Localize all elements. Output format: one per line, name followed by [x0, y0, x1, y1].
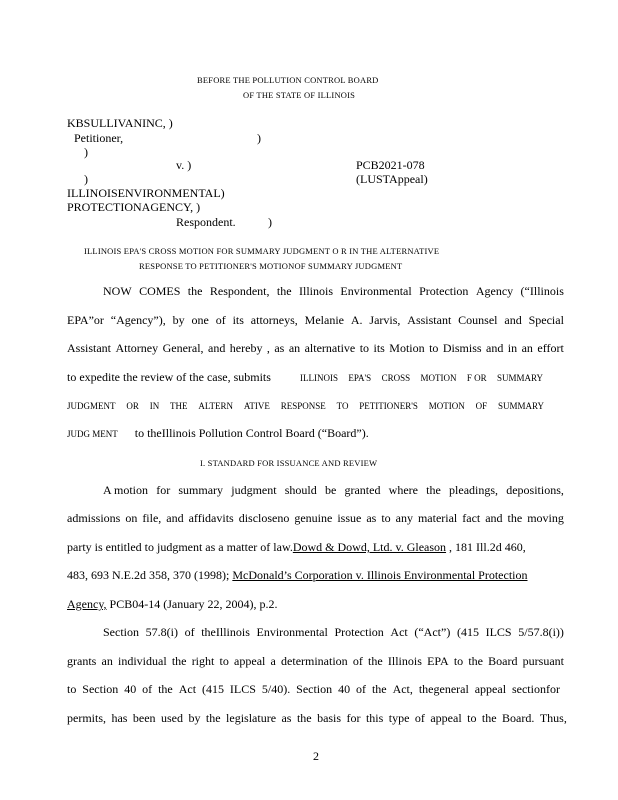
paragraph-2-line-1 — [103, 483, 564, 497]
word: (“Act”) — [414, 625, 451, 639]
caption-respondent-name-2: PROTECTIONAGENCY, ) — [67, 200, 201, 214]
word: Section — [82, 682, 119, 696]
word: MOTION — [420, 373, 457, 383]
word: to — [219, 654, 229, 668]
word: the — [158, 682, 173, 696]
word: the — [187, 284, 203, 298]
word: Agency — [475, 284, 514, 298]
word: by — [188, 711, 201, 725]
word: Dismiss — [442, 341, 482, 355]
paragraph-3-line-3 — [67, 682, 560, 696]
word: the — [276, 284, 292, 298]
word: alternative — [304, 341, 356, 355]
word: Board — [488, 654, 518, 668]
word: of — [215, 313, 226, 327]
caption-paren: ) — [257, 131, 261, 145]
word: the — [205, 711, 221, 725]
paragraph-2-line-3-text: party is entitled to judgment as a matter of law. — [67, 540, 293, 554]
word: Section — [296, 682, 333, 696]
word: one — [191, 313, 209, 327]
word: 57.8(i) — [145, 625, 178, 639]
word: ATIVE — [243, 401, 270, 411]
word: (“Illinois — [520, 284, 564, 298]
word: COMES — [139, 284, 181, 298]
word: Act — [390, 625, 408, 639]
word: Illinois — [298, 284, 333, 298]
word: an — [101, 654, 113, 668]
word: 5/40). — [261, 682, 291, 696]
paragraph-1-line-6-text: to theIllinois Pollution Control Board (“Board”). — [134, 426, 369, 440]
word: an — [288, 341, 301, 355]
word: as — [274, 341, 285, 355]
word: ILCS — [485, 625, 512, 639]
word: in — [507, 341, 518, 355]
word: Protection — [419, 284, 469, 298]
word: as — [366, 511, 377, 525]
word: Jarvis, — [369, 313, 401, 327]
word: A. — [350, 313, 363, 327]
paragraph-3-line-2 — [67, 654, 564, 668]
word: for — [156, 483, 171, 497]
word: moving — [527, 511, 564, 525]
word: by — [172, 313, 185, 327]
word: to — [67, 682, 77, 696]
word: Protection — [334, 625, 384, 639]
section-heading: I. STANDARD FOR ISSUANCE AND REVIEW — [200, 458, 378, 468]
word: the — [296, 711, 312, 725]
case-type: (LUSTAppeal) — [356, 172, 428, 186]
word: material — [417, 511, 458, 525]
word: Act, — [392, 682, 413, 696]
word: appeal — [474, 682, 507, 696]
word: the — [371, 682, 387, 696]
paragraph-2-line-5-text: PCB04-14 (January 22, 2004), p.2. — [106, 597, 278, 611]
word: Motion — [389, 341, 425, 355]
paragraph-1-line-3 — [67, 341, 564, 355]
word: EPA'S — [348, 373, 372, 383]
paragraph-2-line-3-rest: , 181 Ill.2d 460, — [446, 540, 526, 554]
word: F OR — [466, 373, 487, 383]
word: Act — [178, 682, 197, 696]
document-title-line-2: RESPONSE TO PETITIONER'S MOTIONOF SUMMARY JUDGMENT — [139, 261, 403, 271]
word: fact — [462, 511, 481, 525]
caption-respondent-label: Respondent. — [176, 215, 236, 229]
word: RESPONSE — [280, 401, 326, 411]
paragraph-2-line-5 — [67, 597, 278, 611]
word: NOW — [103, 284, 132, 298]
word: discloseno — [238, 511, 290, 525]
word: to — [381, 511, 391, 525]
paragraph-1-line-4-text: to expedite the review of the case, submits — [67, 370, 271, 384]
paragraph-2-line-3 — [67, 540, 564, 554]
word: Respondent, — [209, 284, 270, 298]
word: admissions — [67, 511, 121, 525]
word: judgment — [231, 483, 277, 497]
word: appeal — [430, 711, 462, 725]
word: affidavits — [188, 511, 234, 525]
paragraph-3-line-1 — [103, 625, 564, 639]
citation-mcdonalds-agency: Agency, — [67, 597, 107, 611]
word: type — [388, 711, 410, 725]
paragraph-1-line-1 — [103, 284, 564, 298]
word: its — [373, 341, 385, 355]
paragraph-1-line-4 — [67, 370, 271, 384]
heading-line-2: OF THE STATE OF ILLINOIS — [243, 90, 356, 100]
word: Environmental — [340, 284, 412, 298]
word: Board. — [502, 711, 535, 725]
paragraph-2-line-4 — [67, 568, 567, 582]
word: appeal — [234, 654, 266, 668]
word: Thus, — [539, 711, 567, 725]
word: of — [414, 711, 425, 725]
caption-petitioner-label: Petitioner, — [74, 131, 124, 145]
paragraph-1-line-6 — [67, 426, 369, 441]
word: pleadings, — [449, 483, 499, 497]
word: used — [161, 711, 184, 725]
word: the — [426, 483, 441, 497]
word: basis — [317, 711, 342, 725]
word: MOTION — [428, 401, 465, 411]
case-number: PCB2021-078 — [356, 158, 425, 172]
paragraph-1-line-4-caps — [300, 371, 543, 385]
word: effort — [537, 341, 564, 355]
citation-dowd: Dowd & Dowd, Ltd. v. Gleason — [292, 540, 447, 554]
word: a — [270, 654, 276, 668]
word: granted — [344, 483, 381, 497]
caption-paren: ) — [268, 215, 272, 229]
word: right — [191, 654, 215, 668]
word: to — [467, 711, 477, 725]
word: depositions, — [506, 483, 564, 497]
word: Assistant — [67, 341, 112, 355]
word: , — [266, 341, 270, 355]
word: PETITIONER'S — [359, 401, 418, 411]
word: to — [359, 341, 370, 355]
word: be — [324, 483, 337, 497]
word: theIllinois — [201, 625, 250, 639]
word: legislature — [226, 711, 277, 725]
word: should — [284, 483, 317, 497]
word: EPA”or — [67, 313, 104, 327]
word: (415 — [456, 625, 479, 639]
word: 40 — [338, 682, 351, 696]
caption-versus: v. ) — [176, 158, 192, 172]
word: (415 — [201, 682, 224, 696]
word: been — [132, 711, 156, 725]
word: of — [352, 654, 363, 668]
word: genuine — [294, 511, 333, 525]
word: issue — [337, 511, 362, 525]
word: Special — [528, 313, 564, 327]
word: an — [521, 341, 533, 355]
word: summary — [178, 483, 224, 497]
word: hereby — [229, 341, 263, 355]
word: ILCS — [229, 682, 256, 696]
word: pursuant — [522, 654, 564, 668]
word: its — [232, 313, 244, 327]
paragraph-2-line-2 — [67, 511, 564, 525]
caption-petitioner-name: KBSULLIVANINC, ) — [67, 116, 173, 130]
word: ALTERN — [198, 401, 234, 411]
caption-paren: ) — [84, 172, 88, 186]
paragraph-2-line-4-text: 483, 693 N.E.2d 358, 370 (1998); — [67, 568, 230, 582]
caption-paren: ) — [84, 145, 88, 159]
word: Melanie — [304, 313, 344, 327]
document-title-line-1: ILLINOIS EPA'S CROSS MOTION FOR SUMMARY JUDGMENT O R IN THE ALTERNATIVE — [84, 246, 440, 256]
word: Counsel — [458, 313, 498, 327]
heading-line-1: BEFORE THE POLLUTION CONTROL BOARD — [197, 75, 379, 85]
word: attorneys, — [250, 313, 298, 327]
word: the — [481, 711, 497, 725]
word: EPA — [427, 654, 449, 668]
word: Illinois — [387, 654, 422, 668]
word: IN — [149, 401, 160, 411]
citation-mcdonalds: McDonald’s Corporation v. Illinois Environmental Protection — [232, 568, 528, 582]
word: individual — [118, 654, 167, 668]
word: SUMMARY — [497, 401, 544, 411]
word: CROSS — [381, 373, 411, 383]
word: grants — [67, 654, 97, 668]
word: Environmental — [256, 625, 328, 639]
word: of — [142, 682, 153, 696]
word: Assistant — [407, 313, 452, 327]
word: for — [346, 711, 361, 725]
word: to — [453, 654, 464, 668]
paragraph-1-line-5 — [67, 399, 544, 413]
word: on — [125, 511, 138, 525]
word: and — [166, 511, 184, 525]
word: the — [171, 654, 187, 668]
word: TO — [336, 401, 349, 411]
word: as — [281, 711, 292, 725]
word: General, — [162, 341, 204, 355]
word: of — [356, 682, 367, 696]
word: and — [486, 341, 504, 355]
word: OF — [475, 401, 488, 411]
page-number: 2 — [313, 749, 319, 763]
word: file, — [142, 511, 162, 525]
word: permits, — [67, 711, 106, 725]
word: A motion — [103, 483, 149, 497]
word: 40 — [124, 682, 137, 696]
word: “Agency”), — [110, 313, 166, 327]
paragraph-3-line-4 — [67, 711, 567, 725]
word: this — [365, 711, 384, 725]
word: the — [468, 654, 483, 668]
word: the — [507, 511, 523, 525]
word: the — [368, 654, 383, 668]
word: THE — [170, 401, 188, 411]
word: has — [111, 711, 128, 725]
word: ILLINOIS — [300, 373, 338, 383]
caption-respondent-name: ILLINOISENVIRONMENTAL) — [67, 186, 225, 200]
word: sectionfor — [511, 682, 560, 696]
paragraph-1-line-6-caps: JUDG MENT — [67, 429, 118, 439]
word: determination — [281, 654, 348, 668]
word: Attorney — [115, 341, 159, 355]
word: of — [184, 625, 195, 639]
paragraph-1-line-2 — [67, 313, 564, 327]
word: where — [388, 483, 418, 497]
word: thegeneral — [418, 682, 469, 696]
word: and — [485, 511, 503, 525]
word: and — [504, 313, 522, 327]
word: JUDGMENT — [67, 401, 116, 411]
word: to — [429, 341, 439, 355]
word: and — [208, 341, 226, 355]
word: 5/57.8(i)) — [518, 625, 564, 639]
word: any — [395, 511, 413, 525]
word: OR — [126, 401, 139, 411]
word: SUMMARY — [496, 373, 543, 383]
word: Section — [103, 625, 139, 639]
